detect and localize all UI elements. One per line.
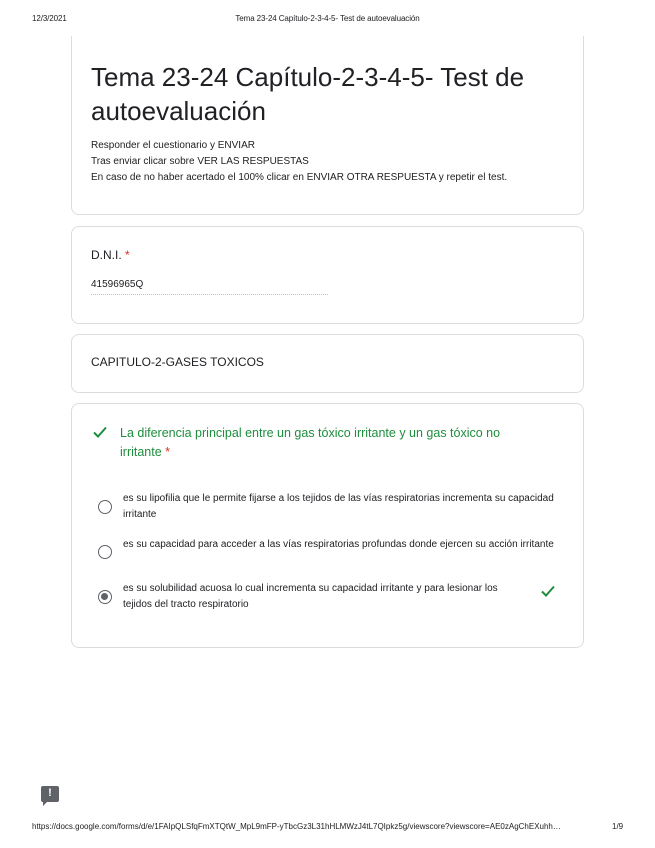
print-page-title: Tema 23-24 Capítulo-2-3-4-5- Test de autoevaluación xyxy=(235,14,420,23)
dni-answer-field[interactable]: 41596965Q xyxy=(91,279,328,295)
page-number: 1/9 xyxy=(612,822,624,831)
form-title: Tema 23-24 Capítulo-2-3-4-5- Test de autoevaluación xyxy=(91,62,525,126)
dni-label-text: D.N.I. xyxy=(91,248,122,262)
multiple-choice-question-card xyxy=(71,403,584,648)
correct-answer-check-icon xyxy=(540,583,556,599)
section-title: CAPITULO-2-GASES TOXICOS xyxy=(91,355,264,369)
option-label: es su lipofilia que le permite fijarse a los tejidos de las vías respiratorias incrementa su capacidad irritante xyxy=(123,493,554,520)
required-mark: * xyxy=(125,248,130,262)
print-date: 12/3/2021 xyxy=(32,14,67,23)
section-card xyxy=(71,334,584,393)
option-3[interactable] xyxy=(72,581,583,617)
dni-question-card xyxy=(71,226,584,324)
radio-button[interactable] xyxy=(98,545,112,559)
required-mark: * xyxy=(165,445,171,459)
feedback-glyph: ! xyxy=(48,787,52,799)
print-header xyxy=(0,14,655,28)
dni-label xyxy=(91,248,130,262)
description-line: Responder el cuestionario y ENVIAR xyxy=(91,140,255,151)
option-label: es su capacidad para acceder a las vías respiratorias profundas donde ejercen su acción irritante xyxy=(123,539,554,550)
option-1[interactable] xyxy=(72,490,583,526)
correct-check-icon xyxy=(92,424,108,440)
feedback-icon[interactable] xyxy=(41,786,59,802)
question-title: La diferencia principal entre un gas tóxico irritante y un gas tóxico no irritante xyxy=(120,426,501,459)
print-url: https://docs.google.com/forms/d/e/1FAIpQLSfqFmXTQtW_MpL9mFP-yTbcGz3L31hHLMWzJ4tL7QIpkz5g/viewscore?viewscore=AE0zAgChEXuhh… xyxy=(32,822,561,831)
option-label: es su solubilidad acuosa lo cual incrementa su capacidad irritante y para lesionar los tejidos del tracto respiratorio xyxy=(123,583,498,610)
description-line: Tras enviar clicar sobre VER LAS RESPUESTAS xyxy=(91,156,309,167)
radio-button-selected[interactable] xyxy=(98,590,112,604)
question-text xyxy=(120,424,540,462)
form-header-card xyxy=(71,36,584,215)
print-footer xyxy=(0,822,655,834)
description-line: En caso de no haber acertado el 100% clicar en ENVIAR OTRA RESPUESTA y repetir el test. xyxy=(91,172,508,183)
form-description xyxy=(91,138,571,186)
option-2[interactable] xyxy=(72,536,583,572)
radio-button[interactable] xyxy=(98,500,112,514)
